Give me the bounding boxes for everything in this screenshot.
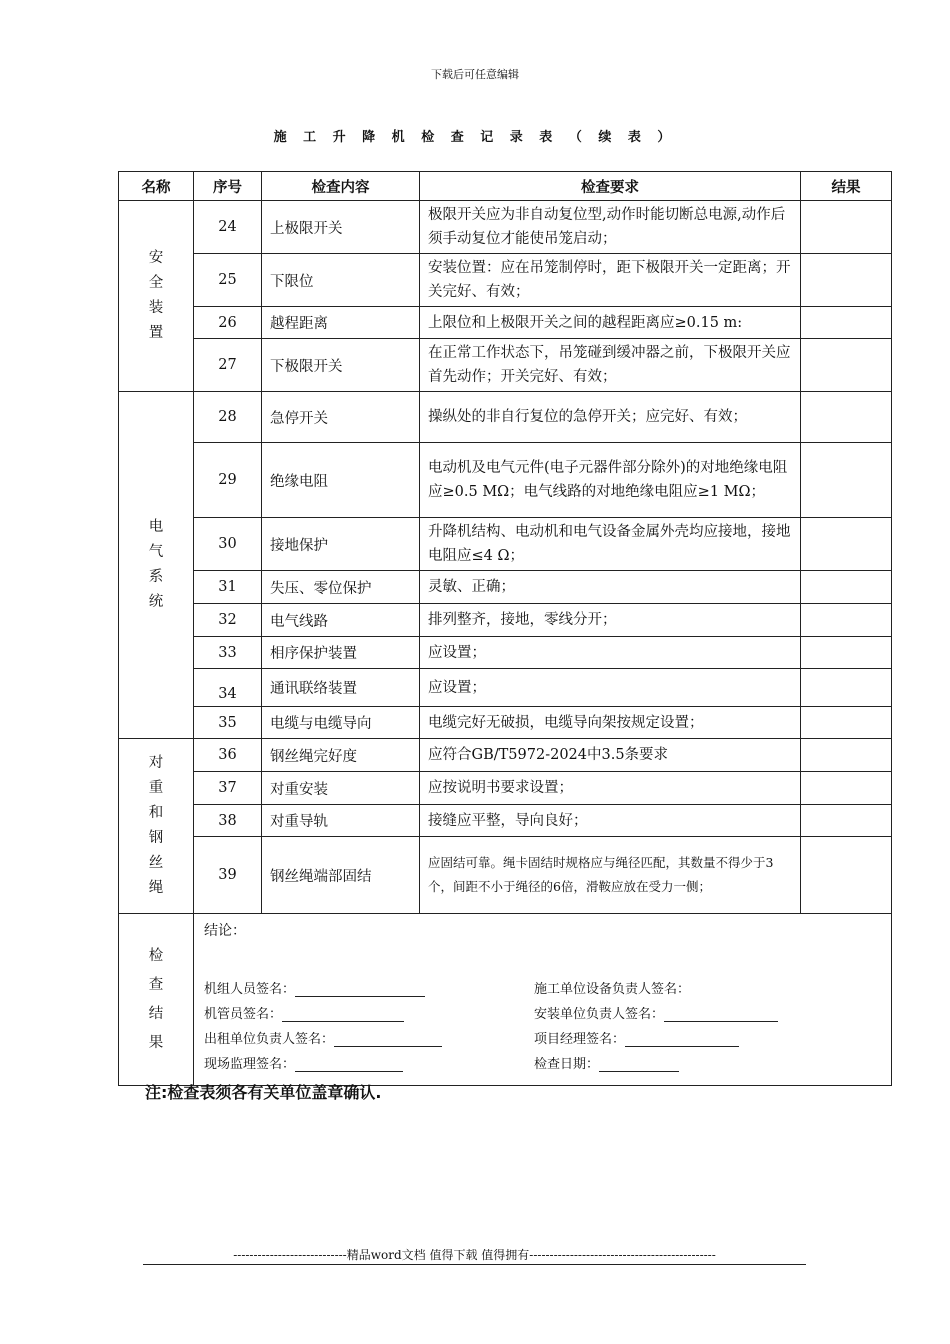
result-cell[interactable] [801,571,892,604]
result-cell[interactable] [801,669,892,707]
result-cell[interactable] [801,518,892,571]
date-line[interactable] [599,1058,679,1072]
group-name-safety: 安 全 装 置 [119,201,194,392]
signature-line[interactable] [282,1008,404,1022]
row-item: 接地保护 [262,518,420,571]
row-requirement: 应固结可靠。绳卡固结时规格应与绳径匹配，其数量不得少于3个，间距不小于绳径的6倍，滑鞍应放在受力一侧； [420,837,801,914]
row-item: 通讯联络装置 [262,669,420,707]
table-row [119,805,892,837]
group-name-counterweight: 对 重 和 钢 丝 绳 [119,739,194,914]
row-item: 下极限开关 [262,339,420,392]
inspection-date: 检查日期： [534,1053,679,1072]
row-requirement: 安装位置：应在吊笼制停时，距下极限开关一定距离；开关完好、有效； [420,254,801,307]
row-item: 相序保护装置 [262,637,420,669]
conclusion-label: 结论： [204,923,246,939]
row-requirement: 在正常工作状态下，吊笼碰到缓冲器之前，下极限开关应首先动作；开关完好、有效； [420,339,801,392]
signature-line[interactable] [295,1058,403,1072]
table-row [119,392,892,443]
table-row [119,307,892,339]
signature-line[interactable] [664,1008,778,1022]
row-item: 电缆与电缆导向 [262,707,420,739]
table-row [119,739,892,772]
col-header-no: 序号 [194,172,262,201]
row-requirement: 极限开关应为非自动复位型,动作时能切断总电源,动作后须手动复位才能使吊笼启动； [420,201,801,254]
table-row [119,518,892,571]
result-cell[interactable] [801,254,892,307]
row-item: 对重导轨 [262,805,420,837]
row-item: 电气线路 [262,604,420,637]
row-item: 下限位 [262,254,420,307]
result-cell[interactable] [801,739,892,772]
table-row [119,443,892,518]
row-no: 30 [194,518,262,571]
row-no: 33 [194,637,262,669]
row-no: 35 [194,707,262,739]
row-no: 26 [194,307,262,339]
row-no: 39 [194,837,262,914]
result-cell[interactable] [801,307,892,339]
footnote: 注:检查表须各有关单位盖章确认. [145,1083,382,1102]
row-requirement: 上限位和上极限开关之间的越程距离应≥0.15 m: [420,307,801,339]
table-row [119,772,892,805]
table-row [119,604,892,637]
footer-text: ----------------------------精品word文档 值得下载 值得拥有---------------------------------------------- [233,1248,716,1262]
row-item: 越程距离 [262,307,420,339]
signature-supervisor: 现场监理签名： [204,1053,403,1072]
signature-lessor: 出租单位负责人签名： [204,1028,442,1047]
result-cell[interactable] [801,707,892,739]
form-title: 施 工 升 降 机 检 查 记 录 表 （ 续 表 ） [273,130,677,145]
row-no: 29 [194,443,262,518]
result-cell[interactable] [801,392,892,443]
result-cell[interactable] [801,637,892,669]
result-cell[interactable] [801,772,892,805]
conclusion-cell [194,914,892,1086]
table-row [119,201,892,254]
row-requirement: 应设置； [420,669,801,707]
row-requirement: 应符合GB/T5972-2024中3.5条要求 [420,739,801,772]
row-requirement: 电缆完好无破损，电缆导向架按规定设置； [420,707,801,739]
row-requirement: 升降机结构、电动机和电气设备金属外壳均应接地，接地电阻应≤4 Ω； [420,518,801,571]
row-requirement: 接缝应平整，导向良好； [420,805,801,837]
row-item: 对重安装 [262,772,420,805]
row-item: 急停开关 [262,392,420,443]
row-item: 上极限开关 [262,201,420,254]
table-row [119,707,892,739]
row-no: 37 [194,772,262,805]
row-no: 32 [194,604,262,637]
result-section-row [119,914,892,1086]
signature-construction-equipment-lead: 施工单位设备负责人签名： [534,982,691,997]
row-requirement: 排列整齐，接地，零线分开； [420,604,801,637]
row-item: 绝缘电阻 [262,443,420,518]
row-no: 28 [194,392,262,443]
signature-line[interactable] [625,1033,739,1047]
signature-crew: 机组人员签名： [204,978,425,997]
row-no: 36 [194,739,262,772]
row-no: 27 [194,339,262,392]
row-requirement: 应设置； [420,637,801,669]
signature-line[interactable] [334,1033,442,1047]
result-cell[interactable] [801,339,892,392]
row-no: 25 [194,254,262,307]
inspection-table [118,171,892,1086]
signature-installer-lead: 安装单位负责人签名： [534,1003,778,1022]
group-name-inspection-result: 检 查 结 果 [119,914,194,1086]
result-cell[interactable] [801,201,892,254]
col-header-result: 结果 [801,172,892,201]
table-header-row [119,172,892,201]
result-cell[interactable] [801,443,892,518]
row-item: 钢丝绳完好度 [262,739,420,772]
col-header-item: 检查内容 [262,172,420,201]
row-requirement: 操纵处的非自行复位的急停开关；应完好、有效； [420,392,801,443]
table-row [119,571,892,604]
table-row [119,339,892,392]
col-header-name: 名称 [119,172,194,201]
col-header-requirement: 检查要求 [420,172,801,201]
row-item: 失压、零位保护 [262,571,420,604]
signature-line[interactable] [295,983,425,997]
result-cell[interactable] [801,604,892,637]
row-item: 钢丝绳端部固结 [262,837,420,914]
row-no: 24 [194,201,262,254]
table-row [119,669,892,707]
table-row [119,637,892,669]
result-cell[interactable] [801,837,892,914]
signature-equipment-admin: 机管员签名： [204,1003,404,1022]
row-requirement: 灵敏、正确； [420,571,801,604]
footer-rule [143,1264,806,1265]
header-note: 下载后可任意编辑 [431,68,519,81]
row-no: 38 [194,805,262,837]
signature-project-manager: 项目经理签名： [534,1028,739,1047]
result-cell[interactable] [801,805,892,837]
row-no: 31 [194,571,262,604]
row-no: 34 [194,669,262,707]
group-name-electrical: 电 气 系 统 [119,392,194,739]
table-row [119,254,892,307]
row-requirement: 电动机及电气元件(电子元器件部分除外)的对地绝缘电阻应≥0.5 MΩ；电气线路的对地绝缘电阻应≥1 MΩ； [420,443,801,518]
table-row [119,837,892,914]
row-requirement: 应按说明书要求设置； [420,772,801,805]
